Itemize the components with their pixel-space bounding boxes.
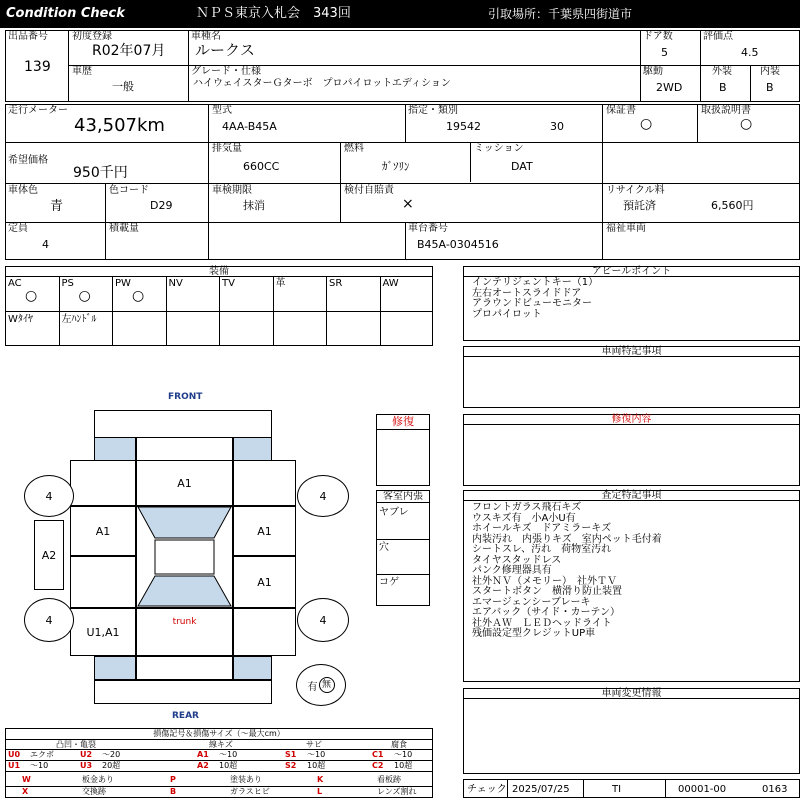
grade-value: ハイウェイスターＧターボ プロパイロットエディション — [193, 78, 451, 89]
legend-desc: 交換跡 — [82, 787, 106, 796]
sheet-code: 0163 — [762, 784, 788, 795]
rear-right-wheel — [297, 598, 349, 642]
equipment-item-mark: ○ — [78, 288, 91, 304]
legend-group-dent: 凸凹・亀裂 — [56, 740, 96, 749]
left-quarter-damage: U1,A1 — [86, 625, 120, 639]
legend-code: A2 — [197, 761, 209, 770]
equipment-item-mark: ○ — [25, 288, 38, 304]
left-rear-door — [70, 556, 136, 608]
exterior-label: 外装 — [712, 66, 732, 77]
note-line: 内装汚れ 内張りキズ 室内ペット毛付着 — [472, 533, 662, 545]
right-rear-door-damage: A1 — [257, 575, 272, 589]
chassis-label: 車台番号 — [408, 223, 448, 234]
interior-value: B — [766, 81, 774, 94]
displacement-value: 660CC — [243, 160, 280, 173]
doors-value: 5 — [661, 46, 668, 59]
legend-code: C1 — [372, 750, 384, 759]
legend-desc: 〜10 — [307, 750, 326, 759]
legend-code: U2 — [80, 750, 93, 759]
front-right-wheel — [297, 475, 349, 517]
trunk-panel — [136, 608, 233, 656]
headlight-left — [94, 437, 136, 461]
cabin-burn-label: コゲ — [379, 577, 399, 588]
note-line: パンク修理器具有 — [472, 565, 552, 576]
equipment-item-label: NV — [168, 278, 183, 289]
first-reg-label: 初度登録 — [72, 31, 112, 42]
legend-code: L — [317, 787, 323, 796]
score-value: 4.5 — [741, 46, 759, 59]
rear-bumper — [94, 680, 272, 704]
selfins-label: 検付自賠責 — [344, 185, 394, 196]
interior-label: 内装 — [760, 66, 780, 77]
change-info-title: 車両変更情報 — [463, 688, 800, 699]
first-reg-value: R02年07月 — [92, 43, 166, 59]
lot-label: 出品番号 — [8, 31, 48, 42]
legend-desc: 〜20 — [102, 750, 121, 759]
note-line: 社外ＮＶ（メモリー） 社外ＴＶ — [472, 575, 617, 587]
mission-value: DAT — [511, 160, 533, 173]
recycle-label: リサイクル料 — [606, 185, 665, 196]
sheet-number: 00001-00 — [678, 784, 727, 795]
note-line: ウスキズ有 小A小U有 — [472, 512, 576, 524]
chassis-value: B45A-0304516 — [417, 238, 499, 251]
price-label: 希望価格 — [8, 155, 48, 166]
equipment-title: 装備 — [5, 266, 433, 277]
history-label: 車歴 — [72, 66, 92, 77]
legend-desc: 10超 — [307, 761, 326, 770]
note-line: スタートボタン 横滑り防止装置 — [472, 586, 622, 597]
legend-group-rust: サビ — [306, 740, 322, 749]
check-label: チェック — [467, 784, 507, 795]
recycle-value: 6,560円 — [711, 199, 754, 212]
rear-left-wheel — [24, 598, 74, 642]
designation-label: 指定・類別 — [408, 105, 458, 116]
tire-tread-value: 4 — [45, 489, 53, 503]
legend-desc: 〜10 — [30, 761, 49, 770]
trunk-label: trunk — [172, 617, 197, 627]
legend-code: U3 — [80, 761, 93, 770]
colorcode-value: D29 — [150, 199, 173, 212]
legend-code: S2 — [285, 761, 297, 770]
left-front-door — [70, 506, 136, 556]
note-line: エマージェンシーブレーキ — [472, 596, 591, 608]
appeal-list — [472, 278, 598, 320]
drive-value: 2WD — [656, 81, 683, 94]
legend-desc: 板金あり — [82, 775, 114, 784]
cabin-tear-label: ヤブレ — [379, 507, 409, 518]
exterior-value: B — [719, 81, 727, 94]
headlight-right — [233, 437, 272, 461]
equipment-item-label: AC — [8, 278, 22, 289]
taillight-left — [94, 656, 136, 680]
color-label: 車体色 — [8, 185, 38, 196]
legend-desc: 〜10 — [219, 750, 238, 759]
taillight-right — [233, 656, 272, 680]
note-line: 社外ＡＷ ＬＥＤヘッドライト — [472, 617, 612, 629]
equipment-item-label: Wﾀｲﾔ — [8, 314, 33, 325]
grade-label: グレード・仕様 — [191, 66, 261, 77]
recycle-status: 預託済 — [623, 199, 656, 212]
rear-label: REAR — [172, 711, 199, 721]
equipment-item-label: 左ﾊﾝﾄﾞﾙ — [61, 314, 97, 325]
inspector-initials: TI — [612, 784, 622, 795]
tire-tread-value: 4 — [319, 613, 327, 627]
capacity-label: 定員 — [8, 223, 28, 234]
left-side-damage: A2 — [41, 548, 57, 562]
appeal-title: アピールポイント — [463, 266, 800, 277]
legend-desc: ガラスヒビ — [230, 787, 270, 796]
manual-value: ○ — [740, 116, 753, 132]
note-line: シートスレ、汚れ 荷物室汚れ — [472, 544, 612, 555]
legend-desc: 10超 — [219, 761, 238, 770]
legend-code: K — [317, 775, 324, 784]
legend-desc: レンズ割れ — [377, 787, 417, 796]
fuel-label: 燃料 — [344, 143, 364, 154]
equipment-item-label: AW — [382, 278, 399, 289]
appeal-line: インテリジェントキー（1） — [472, 277, 599, 288]
legend-desc: 20超 — [102, 761, 121, 770]
spare-present-label: 有 — [307, 681, 318, 693]
front-left-wheel — [24, 475, 74, 517]
appeal-line: プロパイロット — [472, 308, 542, 320]
type-label: 型式 — [212, 105, 232, 116]
legend-code: X — [22, 787, 29, 796]
legend-code: A1 — [197, 750, 209, 759]
price-value: 950千円 — [73, 165, 128, 181]
inspector-notes-list — [472, 503, 662, 640]
legend-code: U1 — [8, 761, 21, 770]
front-label: FRONT — [168, 392, 203, 402]
legend-desc: エクボ — [30, 750, 54, 759]
legend-group-scratch: 線キズ — [209, 740, 233, 749]
change-info-section — [463, 688, 800, 774]
load-label: 積載量 — [109, 223, 139, 234]
legend-desc: 10超 — [394, 761, 413, 770]
warranty-label: 保証書 — [606, 105, 636, 116]
lot-number: 139 — [24, 59, 51, 75]
legend-desc: 塗装あり — [230, 775, 262, 784]
header-title: Condition Check — [6, 6, 125, 21]
right-quarter — [233, 608, 296, 656]
auction-name: ＮＰＳ東京入札会 343回 — [196, 6, 351, 21]
cabin-hole-label: 穴 — [379, 542, 389, 553]
model-value: ルークス — [195, 41, 255, 59]
legend-code: U0 — [8, 750, 21, 759]
tire-tread-value: 4 — [319, 489, 327, 503]
legend-group-corrosion: 腐食 — [391, 740, 407, 749]
spare-tire — [296, 664, 346, 706]
spare-absent-mark: 無 — [319, 677, 335, 693]
inspection-label: 車検期限 — [212, 185, 252, 196]
manual-label: 取扱説明書 — [701, 105, 751, 116]
note-line: エアバック（サイド・カーテン） — [472, 607, 620, 618]
note-line: フロントガラス飛石キズ — [472, 502, 582, 513]
equipment-item-label: PW — [115, 278, 131, 289]
right-front-door — [233, 506, 296, 556]
equipment-item-label: 革 — [275, 278, 286, 289]
fuel-value: ｶﾞｿﾘﾝ — [382, 160, 410, 173]
appeal-line: アラウンドビューモニター — [472, 298, 592, 309]
legend-desc: 看板跡 — [377, 775, 401, 784]
legend-code: C2 — [372, 761, 384, 770]
right-front-fender — [233, 460, 296, 506]
note-line: 残価設定型クレジットUP車 — [472, 628, 596, 639]
legend-code: B — [170, 787, 177, 796]
capacity-value: 4 — [42, 238, 49, 251]
left-front-door-damage: A1 — [95, 524, 111, 538]
right-front-door-damage: A1 — [257, 524, 272, 538]
mission-label: ミッション — [474, 143, 524, 154]
cabin-glass-svg — [136, 506, 233, 608]
left-quarter — [70, 608, 136, 656]
equipment-item-label: PS — [61, 278, 74, 289]
pickup-location: 引取場所：千葉県四街道市 — [488, 7, 633, 21]
front-bumper — [94, 410, 272, 438]
note-line: タイヤスタッドレス — [472, 554, 562, 566]
color-value: 青 — [50, 199, 64, 214]
model-label: 車種名 — [191, 31, 221, 42]
welfare-label: 福祉車両 — [606, 223, 646, 234]
displacement-label: 排気量 — [212, 143, 242, 154]
legend-code: W — [22, 775, 31, 784]
header-bar — [0, 0, 800, 28]
history-value: 一般 — [112, 80, 134, 93]
inspector-notes-title: 査定特記事項 — [463, 490, 800, 501]
hood-damage: A1 — [177, 476, 192, 490]
score-label: 評価点 — [703, 31, 733, 42]
drive-label: 駆動 — [643, 66, 663, 77]
right-rear-door — [233, 556, 296, 608]
left-front-fender — [70, 460, 136, 506]
check-date: 2025/07/25 — [512, 784, 570, 795]
note-line: ホイールキズ ドアミラーキズ — [472, 523, 612, 534]
hood-panel — [136, 460, 233, 506]
doors-label: ドア数 — [643, 31, 673, 42]
legend-title: 損傷記号＆損傷サイズ（〜最大cm） — [153, 729, 285, 738]
special-notes-title: 車両特記事項 — [463, 346, 800, 357]
category-value: 30 — [550, 120, 564, 133]
equipment-item-label: SR — [329, 278, 343, 289]
warranty-value: ○ — [640, 116, 653, 132]
cabin-title: 客室内張 — [376, 490, 430, 503]
legend-code: S1 — [285, 750, 297, 759]
mileage-value: 43,507km — [74, 115, 165, 136]
mileage-label: 走行メーター — [8, 105, 68, 116]
repair-title: 修復 — [376, 414, 430, 430]
rear-panel — [136, 656, 233, 680]
colorcode-label: 色コード — [109, 185, 149, 196]
repair-contents-title: 修復内容 — [463, 414, 800, 425]
legend-code: P — [170, 775, 176, 784]
tire-tread-value: 4 — [45, 613, 53, 627]
appeal-line: 左右オートスライドドア — [472, 287, 582, 299]
designation-value: 19542 — [446, 120, 481, 133]
inspection-value: 抹消 — [243, 199, 265, 212]
front-grille — [136, 437, 233, 461]
type-value: 4AA-B45A — [222, 120, 277, 133]
equipment-item-label: TV — [222, 278, 235, 289]
legend-desc: 〜10 — [394, 750, 413, 759]
selfins-value: × — [402, 196, 414, 212]
left-side-panel — [34, 520, 64, 590]
equipment-item-mark: ○ — [132, 288, 145, 304]
